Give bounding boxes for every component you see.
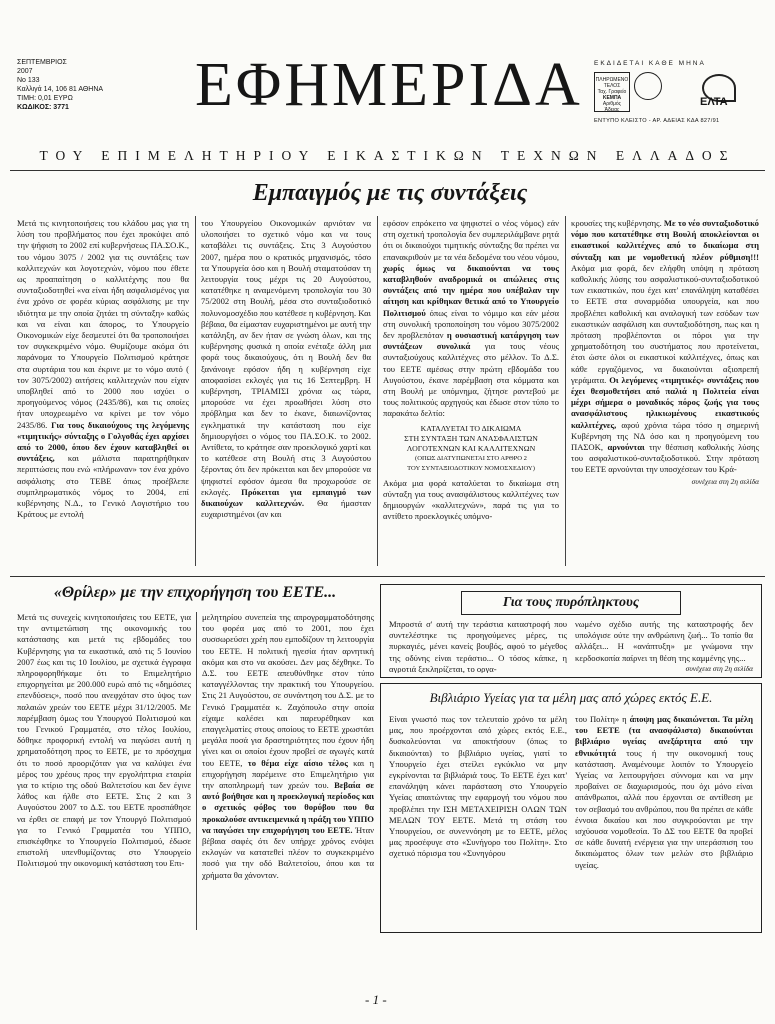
section-rule bbox=[10, 576, 765, 577]
lead-column-1: Μετά τις κινητοποιήσεις του κλάδου μας για τη λύση του προβλήματος που έχει προκύψει από την ψήφιση το 2002 επί κυβερνήσεως ΠΑ.ΣΟ.Κ., του νόμου 3075 / 2002 για τις συντάξεις των καλλιτεχνών και λογοτεχνών, νόμου που έθετε ως προαπαίτηση ο καλλιτέχνης που θα συνταξιοδοτηθεί «να είναι ήδη ασφαλισμένος για ένα χρόνο σε φορέα κύριας ασφάλισης με την ιδιότητα με την οποία ζητάει τη σύνταξη» καθώς και να είναι και άπορος, το Υπουργείο Οικονομικών είχε δεσμευτεί ότι θα τροποποιήσει τον συγκεκριμένο νόμο. Θυμίζουμε ακόμα ότι παράνομα το Υπουργείο Πολιτισμού κράτησε στα συρτάρια του και έκρινε με το νόμο αυτό ( τον 3075/2002) αιτήσεις καλλιτεχνών που είχαν υποβληθεί από το 2000 που ισχύει ο προηγούμενος νόμος (2435/86), και τις οποίες ήταν υποχρεωμένο να κρίνει με τον νόμο 2435/86. Για τους δικαιούχους της λεγόμενης «τιμητικής» σύνταξης ο Γολγοθάς έχει αρχίσει από το 2000, όπου δεν έχουν καταβληθεί οι συντάξεις, και μάλιστα παρατηρήθηκαν περιπτώσεις που ενώ «πλήρωναν» τον ένα χρόνο ασφάλισης στο ΤΕΒΕ όπως προέβλεπε συμπληρωματικός νόμος το 2004, επί κυβέρνησης Ν.Δ., το Γενικό Λογιστήριο του Κράτους με εντολή bbox=[17, 218, 190, 520]
meta-price: ΤΙΜΗ: 0,01 ΕΥΡΩ bbox=[17, 95, 73, 102]
press-release: ΚΑΤΑΛΥΕΤΑΙ ΤΟ ΔΙΚΑΙΩΜΑ ΣΤΗ ΣΥΝΤΑΞΗ ΤΩΝ ΑΝΑΣΦΑΛΙΣΤΩΝ ΛΟΓΟΤΕΧΝΩΝ ΚΑΙ ΚΑΛΛΙΤΕΧΝΩΝ (ΟΠΩΣ ΔΙΑΤΥΠΩΝΕΤΑΙ ΣΤΟ ΑΡΘΡΟ 2 ΤΟΥ ΣΥΝΤΑΞΙΟΔΟΤΙΚΟΥ ΝΟΜΟΣΧΕΔΙΟΥ) bbox=[404, 423, 538, 472]
column-divider bbox=[196, 612, 197, 930]
page-number: - 1 - bbox=[365, 992, 387, 1007]
continued-note: συνέχεια στη 2η σελίδα bbox=[691, 476, 759, 486]
lead-column-3: εφόσον επρόκειτο να ψηφιστεί ο νέος νόμος) εάν στη σχετική τροπολογία δεν συμπεριλάμβανε ρητά ότι οι δικαιούχοι τιμητικής σύνταξης θα πρέπει να επανακριθούν με τα νέα δεδομένα του νέου νόμου, χωρίς όμως να δικαιούνται να τους καταβληθούν αναδρομικά οι απώλειες στις συντάξεις από την ημέρα που υπέβαλαν την αίτηση και κρίθηκαν θετικά από το Υπουργείο Πολιτισμού όπως είναι το νόμιμο και εάν μέσα στη συνολική τροποποίηση του νόμου 3075/2002 δεν προβλεπόταν η ουσιαστική κατάργηση των συντάξεων συνολικά για τους νέους συνταξιούχους καλλιτέχνες στο μέλλον. Το Δ.Σ. του ΕΕΤΕ αμέσως στην πρώτη εβδομάδα του Αυγούστου, έκανε παρέμβαση στα κόμματα και στη Βουλή με υπόμνημα, ζήτησε ραντεβού με τους πολιτικούς αρχηγούς και έδωσε στον τύπο το παρακάτω δελτίο: ΚΑΤΑΛΥΕΤΑΙ ΤΟ ΔΙΚΑΙΩΜΑ ΣΤΗ ΣΥΝΤΑΞΗ ΤΩΝ ΑΝΑΣΦΑΛΙΣΤΩΝ ΛΟΓΟΤΕΧΝΩΝ ΚΑΙ ΚΑΛΛΙΤΕΧΝΩΝ (ΟΠΩΣ ΔΙΑΤΥΠΩΝΕΤΑΙ ΣΤΟ ΑΡΘΡΟ 2 ΤΟΥ ΣΥΝΤΑΞΙΟΔΟΤΙΚΟΥ ΝΟΜΟΣΧΕΔΙΟΥ) Ακόμα μια φορά καταλύεται το δικαίωμα στη σύνταξη για τους ανασφάλιστους καλλιτέχνες των δημιουργών «καλλιτεχνών», παρά τις για το αντίθετο προεκλογικές υπόμνο- bbox=[383, 218, 559, 522]
meta-code: ΚΩΔΙΚΟΣ: 3771 bbox=[17, 104, 69, 111]
fire-column-1: Μπροστά σ' αυτή την τεράστια καταστροφή που συντελέστηκε τις προηγούμενες μέρες, τις πυρκαγιές, μένει κανείς βουβός, αφού το μέγεθος της οδύνης είναι τεράστιο... Ο τόσος κάπκε, η αγροτιά ξεκληρίζεται, το οργα- bbox=[389, 619, 567, 673]
meta-address: Καλλιγά 14, 106 81 ΑΘΗΝΑ bbox=[17, 86, 104, 93]
fire-headline: Για τους πυρόπληκτους bbox=[502, 595, 640, 610]
health-column-1: Είναι γνωστό πως τον τελευταίο χρόνο τα μέλη μας, που προέρχονται από χώρες εκτός Ε.Ε., δυσκολεύονται να αποκτήσουν (όπως το δικαιούνται) το βιβλιάριο υγείας, γιατί το Υπουργείο έχει στείλει εγκύκλιο να μην εγκρίνονται τα βιβλιάριά τους. Το ΕΕΤΕ έχει κατ' επανάληψη κάνει παράσταση στο Υπουργείο Υγείας απαιτώντας την εφαρμογή του νόμου που προβλέπει την ΙΣΗ ΜΕΤΑΧΕΙΡΙΣΗ ΟΛΩΝ ΤΩΝ ΜΕΛΩΝ ΤΟΥ ΕΕΤΕ. Μετά τη στάση του Υπουργείου, σε συνεννόηση με το ΕΕΤΕ, μέλος μας προσέφυγε στο «Συνήγορο του Πολίτη». Στο σχετικό πόρισμα του «Συνηγόρου bbox=[389, 714, 567, 859]
masthead-title: ΕΦΗΜΕΡΙΔΑ bbox=[195, 51, 583, 119]
header-rule bbox=[10, 170, 765, 171]
health-booklet-box bbox=[380, 683, 762, 933]
meta-month: ΣΕΠΤΕΜΒΡΙΟΣ bbox=[17, 59, 67, 66]
thriller-column-2: μελητηρίου συνεπεία της απρογραμματοδότησης του φορέα μας από το 2001, που έχει συσσωρεύσει χρέη που εμποδίζουν τη λειτουργία του ΕΕΤΕ. Η πολιτική ηγεσία ήταν αρνητική ακόμα και στο να ακούσει. Δεν μας δέχθηκε. Το Δ.Σ. του ΕΕΤΕ απευθύνθηκε στον τύπο καταγγέλλοντας την πρακτική του Υπουργείου. Στις 21 Αυγούστου, σε συνάντηση του Δ.Σ. με το Γενικό Γραμματέα κ. Ζαχόπουλο στην οποία είχαμε καλέσει και παρευρέθηκαν και επαγγελματίες στους οποίους το ΕΕΤΕ χρωστάει μεγάλα ποσά για δραστηριότητες που έχουν ήδη γίνει και οι οποίοι έχουν προβεί σε αγωγές κατά του ΕΕΤΕ, το θέμα είχε αίσιο τέλος και η επιχορήγηση παρέμεινε στο Επιμελητήριο για την αποπληρωμή των χρεών του. Βεβαία σε αυτό βοήθησε και η προεκλογική περίοδος και ο σχετικός φόβος του θορύβου που θα προκαλούσε αντικειμενικά η πράξη του ΥΠΠΟ να παγώσει την επιχορήγηση του ΕΕΤΕ. Ήταν βέβαια σαφές ότι δεν υπήρχε χρόνος ενόψει εκλογών να κατατεθεί πλέον το συγκεκριμένο ποσό για την οδό Βαλτετσίου, όπου και τα χρήματα θα χάνονταν. bbox=[202, 612, 374, 880]
issue-meta bbox=[17, 58, 103, 112]
postal-seal-icon bbox=[634, 72, 662, 100]
meta-year: 2007 bbox=[17, 68, 33, 75]
health-column-2: του Πολίτη» η άποψη μας δικαιώνεται. Τα μέλη του ΕΕΤΕ (τα ανασφάλιστα) δικαιούνται βιβλιάριο υγείας ανεξάρτητα από την εθνικότητά τους ή την οικονομική τους κατάσταση. Αναμένουμε λοιπόν το Υπουργείο Υγείας να λειτουργήσει σύννομα και να μην προβαίνει σε διαχωρισμούς, που όχι μόνο είναι απάνθρωποι, αλλά που έρχονται σε αντίθεση με τον σεβασμό του ανθρώπου, που θα πρέπει σε κάθε έννοια δικαίου και που συγκρούονται με την ισχύουσα νομοθεσία. Το ΔΣ του ΕΕΤΕ θα προβεί σε κάθε δυνατή ενέργεια για την υπεράσπιση του δικαιώματος όλων των μελών στο βιβλιάριο υγείας. bbox=[575, 714, 753, 870]
lead-column-2: του Υπουργείου Οικονομικών αρνιόταν να υλοποιήσει το σχετικό νόμο και να τους καταβάλει τις συντάξεις. Στις 3 Αυγούστου 2007, ημέρα που ο κρατικός μηχανισμός, τόσο τα Υπουργεία όσο και η Βουλή σταματούσαν τη λειτουργία τους μέχρι τις 20 Αυγούστου, κατατέθηκε η αναμενόμενη τροπολογία του 30 75/2002 στη Βουλή, μέσα στο συνταξιοδοτικό πολυνομοσχέδιο που κατέθεσε η κυβέρνηση. Και βέβαια, θα είμασταν ευχαριστημένοι με αυτή την κατάληξη, αν δεν ήταν σε γνώση όλων, και της κυβέρνησης φυσικά η οποία ενέταξε άλλη μια φορά τους δικαιούχους, ότι η Βουλή δεν θα ξανάνοιγε εφόσον ήδη η κυβέρνηση είχε αποφασίσει εκλογές για τις 16 Σεπτεμβρη. Η κυβέρνηση, ΤΡΙΑΜΙΣΙ χρόνια ως τώρα, μπορούσε να έχει προωθήσει λύση στο πρόβλημα και δεν το έκανε, διαιωνίζοντας εγκληματικά την κατάσταση που είχε δημιουργήσει ο νόμος του ΠΑ.ΣΟ.Κ. το 2002. Αντίθετα, το κράτησε σαν προεκλογικό χαρτί και το κατέθεσε στη Βουλή στις 3 Αυγούστου ξέροντας ότι δεν πρόκειται και δεν μπορούσε να ψηφιστεί εφόσον άμεσα θα προχωρούσε σε εκλογές. Πρόκειται για εμπαιγμό των δικαιούχων καλλιτεχνών. Θα ήμασταν ευχαριστημένοι (αν και bbox=[201, 218, 371, 520]
thriller-headline: «Θρίλερ» με την επιχορήγηση του ΕΕΤΕ... bbox=[53, 584, 337, 601]
permit-note: ΕΝΤΥΠΟ ΚΛΕΙΣΤΟ - ΑΡ. ΑΔΕΙΑΣ ΚΔΑ 827/91 bbox=[594, 118, 720, 124]
thriller-column-1: Μετά τις συνεχείς κινητοποιήσεις του ΕΕΤΕ, για την αντιμετώπιση της οικονομικής του κατάστασης και μετά τις εβδομάδες του Κυβέρνησης για τα εικαστικά, από τις 5 Ιουνίου 2007 έως και τις 10 Ιουλίου, με σχετικά έγγραφα πληροφορηθήκαμε ότι το Επιμελητήριο επιχορηγείται με 200.000 ευρώ από τις «δημόσιες επενδύσεις», ποσό που ανεφχόταν στο ύψος των παλαιών χρεών του ΕΕΤΕ μέχρι 31/12/2005. Με παρέμβαση όμως του Υπουργού Πολιτισμού και του Γενικού Γραμματέα, στο τέλος Ιουλίου, δόθηκε προφορική εντολή να παγώσει αυτή η χρηματοδότηση προς το ΕΕΤΕ, με το πρόσχημα ότι το ποσό προοριζόταν για να καλύψει ένα μέρος του χρέους προς την εργολήπτρια εταιρία για το κτίριο της οδού Βαλτετσίου και δεν έγινε λάθος και ήλθε στο ΕΕΤΕ. Στις 2 και 3 Αυγούστου 2007 το Δ.Σ. του ΕΕΤΕ προσπάθησε να έρθει σε επαφή με τον Υπουργό Πολιτισμού για το Γενικό Γραμματέα του ΥΠΠΟ, επισκέφθηκε το Υπουργείο Πολιτισμού, έδωσε επιστολή υπενθυμίζοντας στο Υπουργείο Πολιτισμού την οικονομική κατάσταση του Επι- bbox=[17, 612, 191, 869]
frequency-note: ΕΚΔΙΔΕΤΑΙ ΚΑΘΕ ΜΗΝΑ bbox=[594, 60, 706, 67]
fire-title-frame bbox=[461, 591, 681, 615]
meta-issue: Νο 133 bbox=[17, 77, 40, 84]
postage-stamp: ΠΛΗΡΩΜΕΝΟ ΤΕΛΟΣ Ταχ. Γραφείο ΚΕΜΠΑ Αριθμός Άδειας bbox=[594, 72, 630, 112]
fire-victims-box bbox=[380, 584, 762, 678]
lead-headline: Εμπαιγμός με τις συντάξεις bbox=[252, 180, 528, 206]
fire-column-2: νωμένο σχέδιο αυτής της καταστροφής δεν υπολόγισε ούτε την ανθρώπινη ζωή... Το τοπίο θα αλλάξει... Η «ανάπτυξη» με γνώμονα την κερδοσκοπία παίρνει τη θέση της καμμένης γης... bbox=[575, 619, 753, 663]
elta-logo-text: ΕΛΤΑ bbox=[700, 96, 728, 108]
lead-column-4: κρουσίες της κυβέρνησης. Με το νέο συνταξιοδοτικό νόμο που κατατέθηκε στη Βουλή αποκλείονται οι εικαστικοί καλλιτέχνες από το δικαίωμα στη σύνταξη και με νομοθετική πλέον ρύθμιση!!! Ακόμα μια φορά, δεν ελήφθη υπόψη η πρόταση καθολικής λύσης του ασφαλιστικού-συνταξιοδοτικού των εικαστικών, που έχει κατ' επανάληψη καταθέσει το ΕΕΤΕ στα συναρμόδια υπουργεία, και που προβλέπει καθολική και αναλογική των εσόδων των εικαστικών ασφάλιση και συνταξιοδότηση, πως και η πρόταση προβλέπονται οι πόροι για την χρηματοδότηση του συστήματος που προτείνεται, έτσι ώστε όλοι οι εικαστικοί καλλιτέχνες, όπως και κάθε εργαζόμενος, να δικαιούνται αξιοπρεπή γεράματα. Οι λεγόμενες «τιμητικές» συντάξεις που έχει θεσμοθετήσει από παλιά η Πολιτεία είναι μέχρι σήμερα ο μοναδικός πόρος ζωής για τους ανασφάλιστους ηλικιωμένους εικαστικούς καλλιτέχνες, αφού χρόνια τώρα τόσο η σημερινή Κυβέρνηση της ΝΔ όσο και η προηγούμενη του ΠΑΣΟΚ, αρνούνται την θέσπιση καθολικής λύσης του ασφαλιστικού-συνταξιοδοτικού. Στην πρόταση του ΕΕΤΕ αρνούνται την υποσχέσεων του Κρά- συνέχεια στη 2η σελίδα bbox=[571, 218, 760, 486]
column-divider bbox=[565, 216, 566, 566]
health-headline: Βιβλιάριο Υγείας για τα μέλη μας από χώρες εκτός Ε.Ε. bbox=[429, 690, 713, 705]
column-divider bbox=[377, 216, 378, 566]
tagline: ΤΟΥ ΕΠΙΜΕΛΗΤΗΡΙΟΥ ΕΙΚΑΣΤΙΚΩΝ ΤΕΧΝΩΝ ΕΛΛΑΔΟΣ bbox=[39, 148, 736, 163]
fire-continued-note: συνέχεια στη 2η σελίδα bbox=[685, 664, 753, 673]
column-divider bbox=[195, 216, 196, 566]
